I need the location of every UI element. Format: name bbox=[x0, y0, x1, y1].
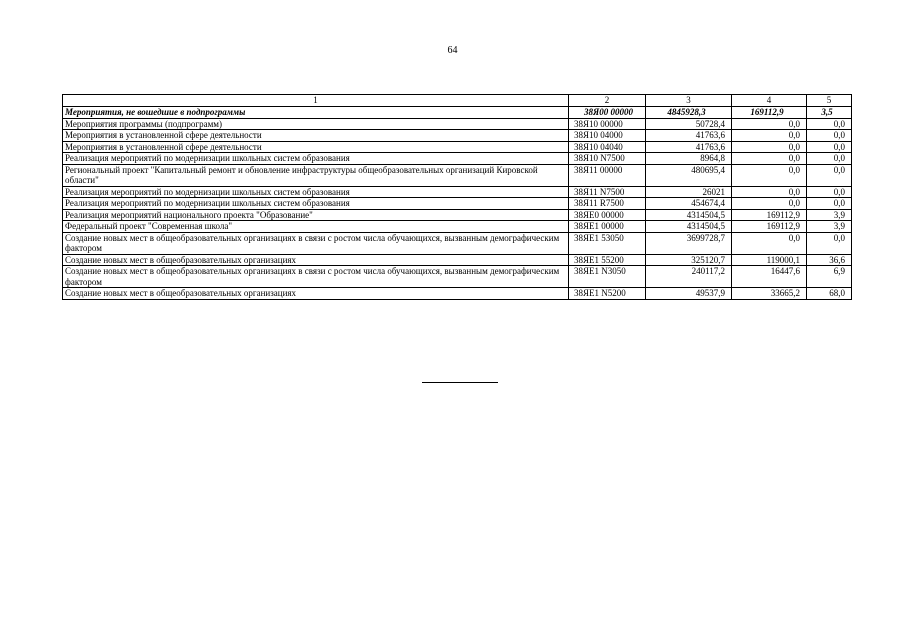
row-name-cell: Федеральный проект "Современная школа" bbox=[63, 221, 569, 233]
page-number: 64 bbox=[447, 45, 458, 56]
table-row bbox=[63, 209, 852, 221]
row-name-cell: Создание новых мест в общеобразовательных организациях в связи с ростом числа обучающихся, вызванным демографическим фактором bbox=[63, 266, 569, 288]
row-code-cell: 38ЯЕ1 N3050 bbox=[569, 266, 646, 288]
row-value-col4: 169112,9 bbox=[732, 221, 807, 233]
table-row bbox=[63, 221, 852, 233]
row-value-col4: 0,0 bbox=[732, 186, 807, 198]
row-value-col4: 119000,1 bbox=[732, 254, 807, 266]
row-value-col5: 0,0 bbox=[807, 164, 852, 186]
row-code-cell: 38Я10 00000 bbox=[569, 118, 646, 130]
row-value-col4: 16447,6 bbox=[732, 266, 807, 288]
row-code-cell: 38ЯЕ0 00000 bbox=[569, 209, 646, 221]
row-value-col4: 0,0 bbox=[732, 141, 807, 153]
row-value-col4: 0,0 bbox=[732, 130, 807, 142]
row-value-col5: 0,0 bbox=[807, 118, 852, 130]
row-value-col3: 454674,4 bbox=[646, 198, 732, 210]
row-code-cell: 38Я10 04000 bbox=[569, 130, 646, 142]
row-code-cell: 38ЯЕ1 53050 bbox=[569, 232, 646, 254]
row-value-col5: 0,0 bbox=[807, 141, 852, 153]
table-row bbox=[63, 254, 852, 266]
column-header: 5 bbox=[807, 95, 852, 107]
table-row bbox=[63, 266, 852, 288]
table-row bbox=[63, 232, 852, 254]
row-value-col5: 0,0 bbox=[807, 130, 852, 142]
row-value-col3: 4314504,5 bbox=[646, 221, 732, 233]
budget-table bbox=[62, 94, 852, 300]
column-header: 1 bbox=[63, 95, 569, 107]
table-row bbox=[63, 198, 852, 210]
row-value-col3: 41763,6 bbox=[646, 130, 732, 142]
row-value-col5: 6,9 bbox=[807, 266, 852, 288]
row-value-col3: 41763,6 bbox=[646, 141, 732, 153]
row-code-cell: 38Я11 N7500 bbox=[569, 186, 646, 198]
row-value-col5: 3,9 bbox=[807, 221, 852, 233]
row-value-col3: 4845928,3 bbox=[646, 107, 732, 119]
end-rule bbox=[422, 382, 498, 383]
row-value-col4: 169112,9 bbox=[732, 209, 807, 221]
column-header: 2 bbox=[569, 95, 646, 107]
row-code-cell: 38ЯЕ1 00000 bbox=[569, 221, 646, 233]
table-row bbox=[63, 164, 852, 186]
row-value-col5: 68,0 bbox=[807, 288, 852, 300]
row-name-cell: Реализация мероприятий по модернизации школьных систем образования bbox=[63, 186, 569, 198]
row-value-col3: 4314504,5 bbox=[646, 209, 732, 221]
row-name-cell: Реализация мероприятий национального проекта "Образование" bbox=[63, 209, 569, 221]
row-value-col5: 0,0 bbox=[807, 186, 852, 198]
row-value-col4: 169112,9 bbox=[732, 107, 807, 119]
row-name-cell: Мероприятия в установленной сфере деятельности bbox=[63, 141, 569, 153]
row-name-cell: Мероприятия, не вошедшие в подпрограммы bbox=[63, 107, 569, 119]
row-value-col4: 0,0 bbox=[732, 118, 807, 130]
table-row bbox=[63, 107, 852, 119]
column-header: 3 bbox=[646, 95, 732, 107]
row-code-cell: 38ЯЕ1 55200 bbox=[569, 254, 646, 266]
row-code-cell: 38Я11 R7500 bbox=[569, 198, 646, 210]
row-name-cell: Мероприятия в установленной сфере деятельности bbox=[63, 130, 569, 142]
row-value-col3: 49537,9 bbox=[646, 288, 732, 300]
row-value-col5: 0,0 bbox=[807, 153, 852, 165]
row-code-cell: 38Я10 04040 bbox=[569, 141, 646, 153]
table-row bbox=[63, 141, 852, 153]
table-row bbox=[63, 153, 852, 165]
table-row bbox=[63, 186, 852, 198]
table-row bbox=[63, 288, 852, 300]
row-value-col5: 36,6 bbox=[807, 254, 852, 266]
table-row bbox=[63, 130, 852, 142]
row-name-cell: Создание новых мест в общеобразовательных организациях bbox=[63, 254, 569, 266]
row-value-col4: 0,0 bbox=[732, 198, 807, 210]
row-value-col5: 3,5 bbox=[807, 107, 852, 119]
row-value-col5: 3,9 bbox=[807, 209, 852, 221]
row-value-col3: 325120,7 bbox=[646, 254, 732, 266]
row-value-col3: 50728,4 bbox=[646, 118, 732, 130]
row-value-col3: 480695,4 bbox=[646, 164, 732, 186]
row-code-cell: 38Я11 00000 bbox=[569, 164, 646, 186]
row-value-col3: 8964,8 bbox=[646, 153, 732, 165]
table-row bbox=[63, 118, 852, 130]
row-name-cell: Создание новых мест в общеобразовательных организациях в связи с ростом числа обучающихся, вызванным демографическим фактором bbox=[63, 232, 569, 254]
row-name-cell: Реализация мероприятий по модернизации школьных систем образования bbox=[63, 153, 569, 165]
column-header: 4 bbox=[732, 95, 807, 107]
table-header-row bbox=[63, 95, 852, 107]
row-name-cell: Мероприятия программы (подпрограмм) bbox=[63, 118, 569, 130]
row-value-col5: 0,0 bbox=[807, 232, 852, 254]
row-code-cell: 38Я10 N7500 bbox=[569, 153, 646, 165]
row-value-col4: 33665,2 bbox=[732, 288, 807, 300]
row-value-col4: 0,0 bbox=[732, 164, 807, 186]
row-value-col5: 0,0 bbox=[807, 198, 852, 210]
row-name-cell: Создание новых мест в общеобразовательных организациях bbox=[63, 288, 569, 300]
row-value-col4: 0,0 bbox=[732, 153, 807, 165]
row-code-cell: 38ЯЕ1 N5200 bbox=[569, 288, 646, 300]
row-value-col3: 3699728,7 bbox=[646, 232, 732, 254]
row-value-col3: 26021 bbox=[646, 186, 732, 198]
row-name-cell: Реализация мероприятий по модернизации школьных систем образования bbox=[63, 198, 569, 210]
row-value-col4: 0,0 bbox=[732, 232, 807, 254]
row-code-cell: 38Я00 00000 bbox=[569, 107, 646, 119]
row-name-cell: Региональный проект "Капитальный ремонт и обновление инфраструктуры общеобразовательных организаций Кировской области" bbox=[63, 164, 569, 186]
row-value-col3: 240117,2 bbox=[646, 266, 732, 288]
